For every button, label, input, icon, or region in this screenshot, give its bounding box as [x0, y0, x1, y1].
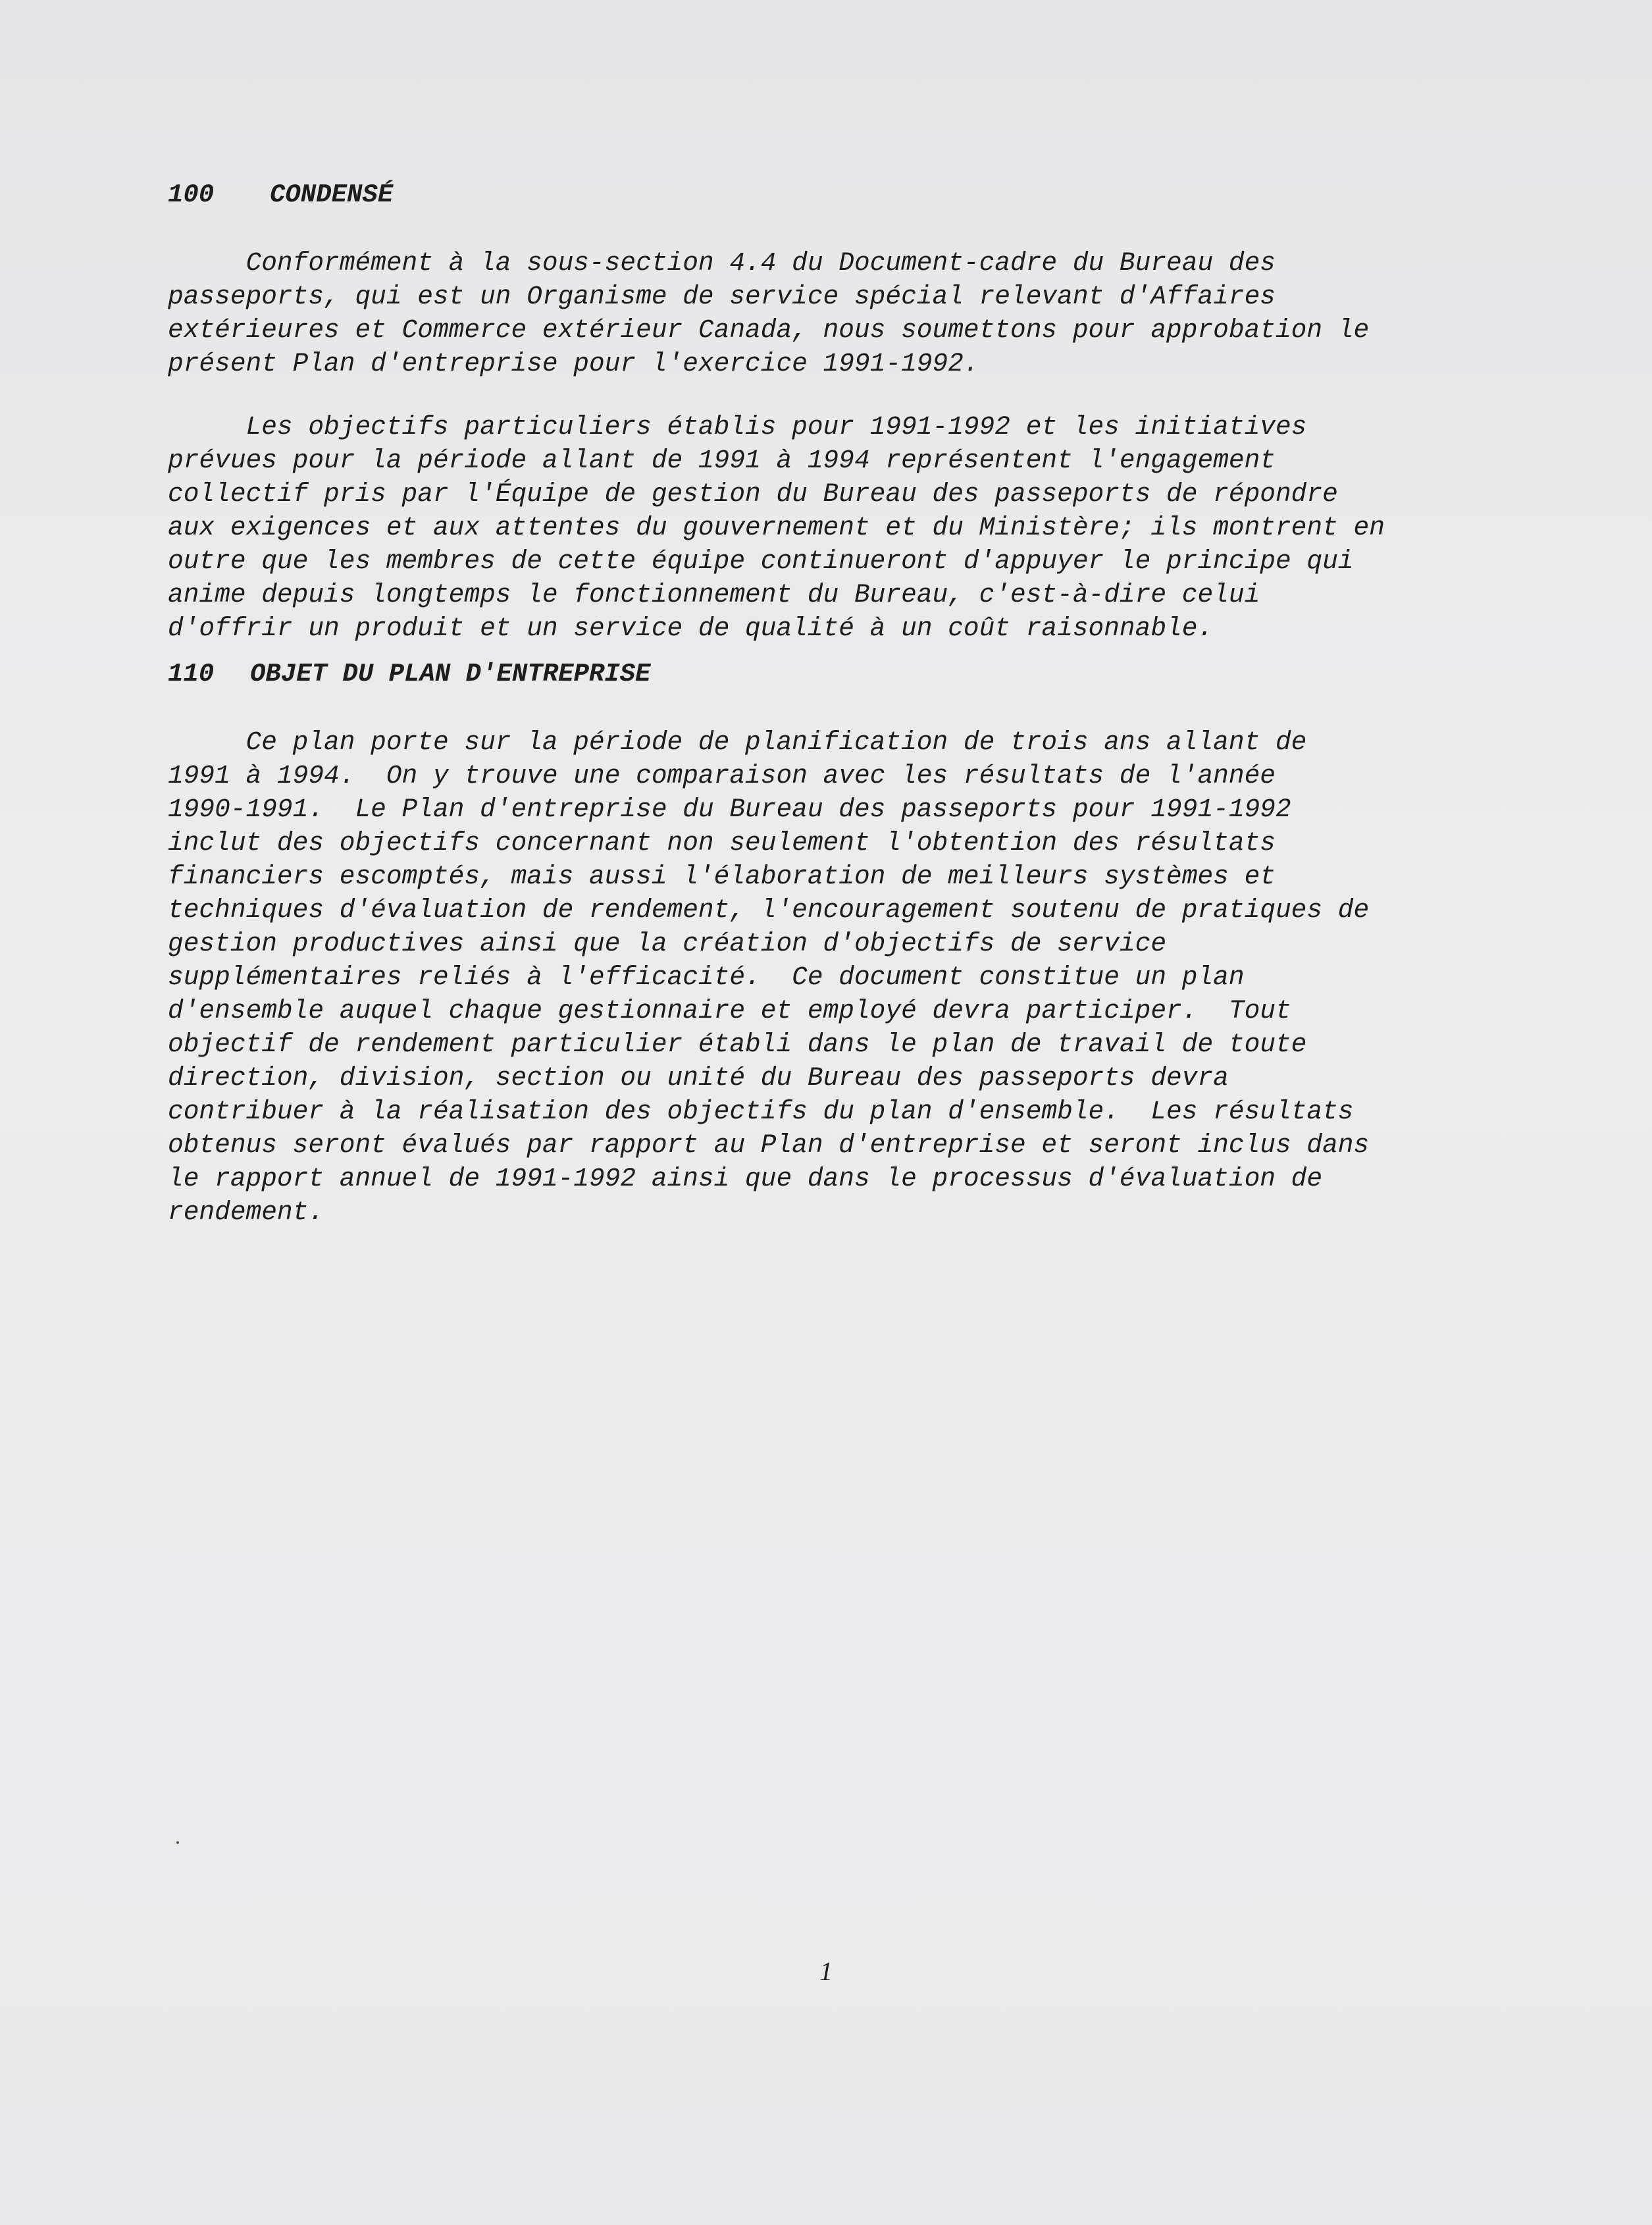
- text-line: inclut des objectifs concernant non seulement l'obtention des résultats: [168, 828, 1276, 858]
- section-number: 100: [168, 180, 215, 209]
- text-line: Conformément à la sous-section 4.4 du Document-cadre du Bureau des: [168, 248, 1276, 278]
- page-content: [168, 178, 1484, 1229]
- text-line: contribuer à la réalisation des objectifs du plan d'ensemble. Les résultats: [168, 1097, 1354, 1126]
- text-line: techniques d'évaluation de rendement, l'encouragement soutenu de pratiques de: [168, 895, 1370, 925]
- text-line: financiers escomptés, mais aussi l'élaboration de meilleurs systèmes et: [168, 862, 1276, 891]
- text-line: obtenus seront évalués par rapport au Plan d'entreprise et seront inclus dans: [168, 1130, 1370, 1160]
- text-line: aux exigences et aux attentes du gouvernement et du Ministère; ils montrent en: [168, 513, 1385, 542]
- paragraph-100-1: [168, 246, 1484, 380]
- page-number: 1: [819, 1956, 833, 1986]
- text-line: 1990-1991. Le Plan d'entreprise du Bureau des passeports pour 1991-1992: [168, 795, 1291, 824]
- scan-speck: [176, 1841, 179, 1844]
- section-heading-110: [168, 657, 1484, 691]
- text-line: outre que les membres de cette équipe continueront d'appuyer le principe qui: [168, 546, 1354, 576]
- text-line: anime depuis longtemps le fonctionnement du Bureau, c'est-à-dire celui: [168, 580, 1260, 610]
- paragraph-110-1: [168, 725, 1484, 1229]
- text-line: Ce plan porte sur la période de planification de trois ans allant de: [168, 727, 1307, 757]
- text-line: collectif pris par l'Équipe de gestion du Bureau des passeports de répondre: [168, 479, 1338, 509]
- text-line: Les objectifs particuliers établis pour 1991-1992 et les initiatives: [168, 412, 1307, 442]
- text-line: passeports, qui est un Organisme de service spécial relevant d'Affaires: [168, 282, 1276, 311]
- text-line: direction, division, section ou unité du Bureau des passeports devra: [168, 1063, 1229, 1093]
- text-line: 1991 à 1994. On y trouve une comparaison avec les résultats de l'année: [168, 761, 1276, 791]
- text-line: extérieures et Commerce extérieur Canada, nous soumettons pour approbation le: [168, 315, 1370, 345]
- text-line: présent Plan d'entreprise pour l'exercice 1991-1992.: [168, 349, 979, 379]
- text-line: d'offrir un produit et un service de qualité à un coût raisonnable.: [168, 614, 1214, 643]
- text-line: le rapport annuel de 1991-1992 ainsi que dans le processus d'évaluation de: [168, 1164, 1323, 1193]
- text-line: d'ensemble auquel chaque gestionnaire et employé devra participer. Tout: [168, 996, 1291, 1026]
- section-title: OBJET DU PLAN D'ENTREPRISE: [250, 660, 651, 689]
- section-title: CONDENSÉ: [270, 180, 394, 209]
- section-heading-100: [168, 178, 1484, 212]
- text-line: prévues pour la période allant de 1991 à 1994 représentent l'engagement: [168, 446, 1276, 475]
- text-line: gestion productives ainsi que la création d'objectifs de service: [168, 929, 1167, 958]
- section-number: 110: [168, 660, 215, 689]
- text-line: supplémentaires reliés à l'efficacité. Ce document constitue un plan: [168, 962, 1245, 992]
- text-line: rendement.: [168, 1197, 324, 1227]
- paragraph-100-2: [168, 410, 1484, 645]
- text-line: objectif de rendement particulier établi dans le plan de travail de toute: [168, 1030, 1307, 1059]
